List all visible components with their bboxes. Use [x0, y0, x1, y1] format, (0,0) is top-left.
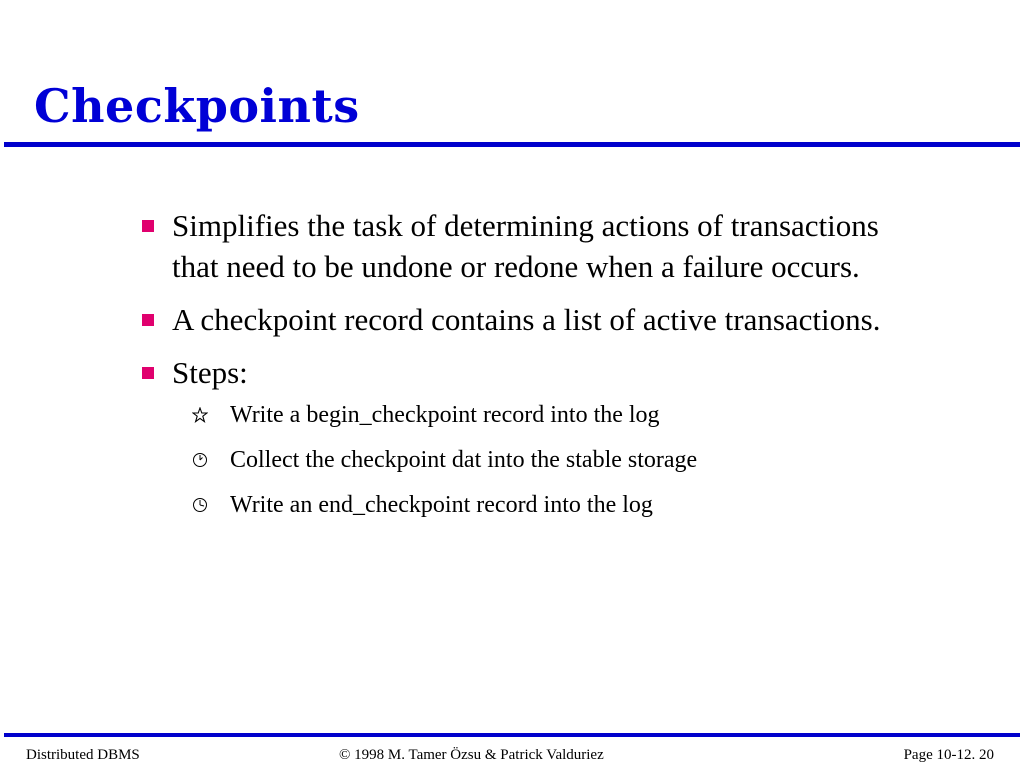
footer-copyright: © 1998 M. Tamer Özsu & Patrick Valduriez	[339, 747, 604, 763]
step-item	[192, 489, 902, 521]
square-bullet-icon	[142, 299, 172, 340]
step-text: Write an end_checkpoint record into the log	[230, 492, 653, 518]
clock-icon	[192, 444, 230, 476]
bullet-item	[142, 299, 902, 340]
slide-title: Checkpoints	[34, 79, 360, 133]
square-bullet-icon	[142, 205, 172, 246]
bullet-item	[142, 205, 902, 287]
bullet-text: A checkpoint record contains a list of active transactions.	[172, 302, 881, 337]
step-text: Write a begin_checkpoint record into the log	[230, 402, 660, 428]
step-text: Collect the checkpoint dat into the stable storage	[230, 447, 698, 473]
step-item	[192, 444, 902, 476]
title-divider	[4, 142, 1020, 147]
footer-divider	[4, 733, 1020, 737]
step-item	[192, 399, 902, 431]
clock-icon	[192, 489, 230, 521]
footer-page-number: Page 10-12. 20	[903, 747, 994, 763]
star-icon	[192, 399, 230, 431]
bullet-text: Steps:	[172, 355, 248, 390]
footer-course: Distributed DBMS	[26, 747, 140, 763]
steps-list	[192, 399, 902, 521]
square-bullet-icon	[142, 352, 172, 393]
bullet-text: Simplifies the task of determining actions of transactions that need to be undone or redone when a failure occurs.	[172, 208, 879, 284]
bullet-item	[142, 352, 902, 393]
bullet-list	[142, 205, 902, 534]
